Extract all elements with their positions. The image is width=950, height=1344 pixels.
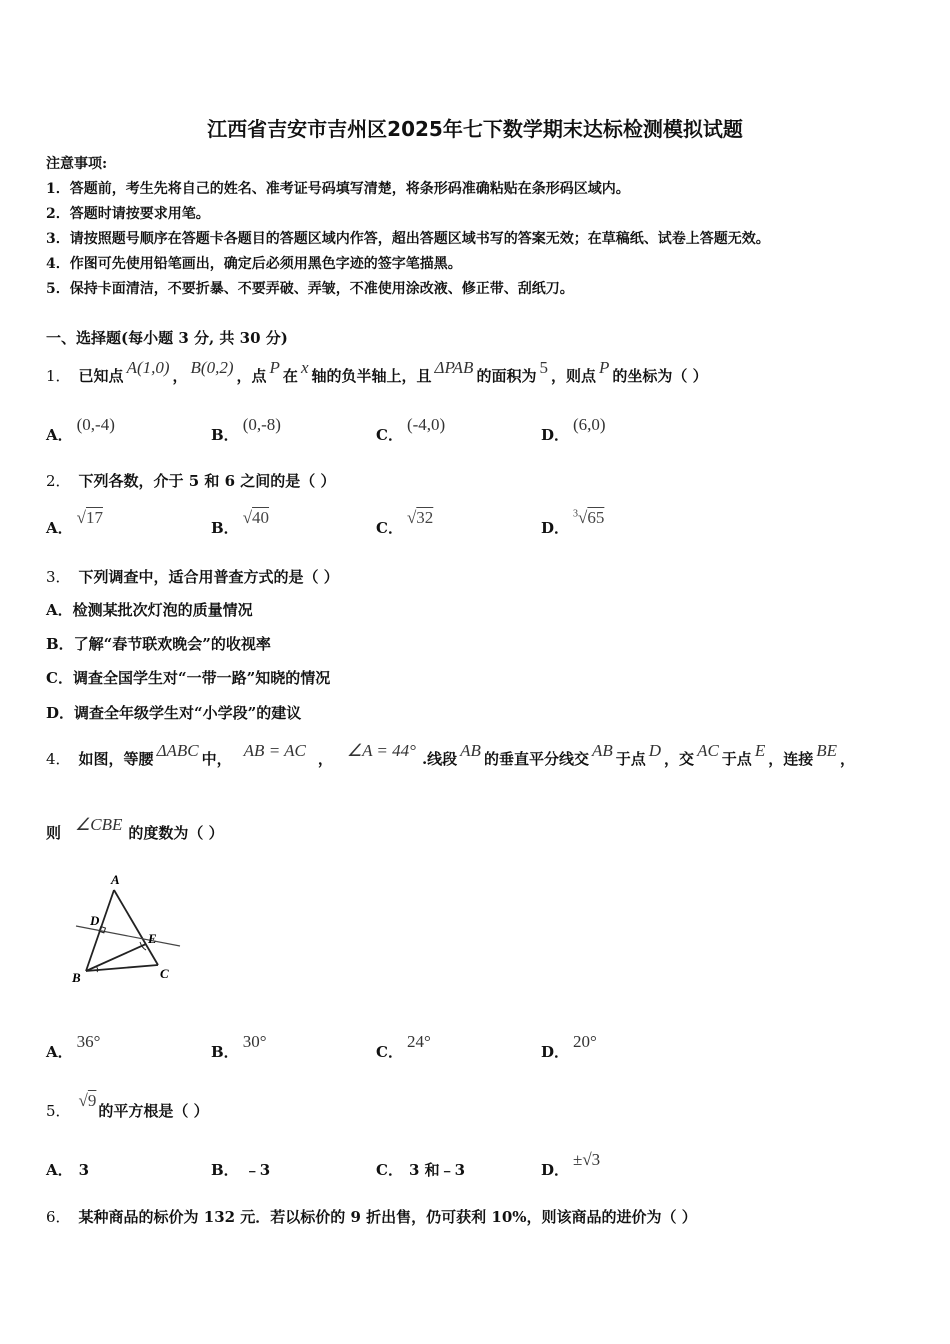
option-b[interactable]: B．了解“春节联欢晚会”的收视率	[46, 635, 271, 653]
question-number: 5．	[46, 1102, 71, 1120]
question-text: 于点	[721, 750, 752, 768]
question-4-line-2	[46, 815, 224, 843]
option-label: B．	[211, 519, 239, 537]
option-d[interactable]	[541, 1150, 601, 1180]
option-value: (-4,0)	[406, 415, 446, 434]
option-c[interactable]: C．调查全国学生对“一带一路”知晓的情况	[46, 669, 331, 687]
option-value: 24°	[406, 1032, 431, 1051]
option-b[interactable]	[211, 508, 270, 538]
option-label: C．	[376, 519, 403, 537]
question-4	[46, 741, 856, 769]
section-heading: 一、选择题(每小题 3 分, 共 30 分)	[46, 329, 288, 347]
option-d[interactable]: D．调查全年级学生对“小学段”的建议	[46, 704, 302, 722]
math-angle: ∠A = 44°	[346, 741, 416, 760]
option-value: ﹣3	[244, 1161, 271, 1179]
question-text: 下列各数，介于 5 和 6 之间的是（ ）	[78, 472, 336, 490]
math-segment: AB	[460, 741, 481, 760]
option-label: D．	[541, 519, 570, 537]
question-text: 某种商品的标价为 132 元．若以标价的 9 折出售，仍可获利 10%，则该商品的进价为（ ）	[78, 1208, 697, 1226]
option-label: D．	[541, 426, 570, 444]
option-a[interactable]	[46, 1032, 101, 1062]
option-b[interactable]	[211, 1032, 267, 1062]
question-text: 的面积为	[476, 367, 537, 385]
question-text: 已知点	[78, 367, 124, 385]
option-c[interactable]	[376, 1032, 431, 1062]
question-number: 2．	[46, 472, 71, 490]
math-triangle: ΔABC	[156, 741, 199, 760]
option-a[interactable]	[46, 1159, 89, 1180]
question-text: 于点	[615, 750, 646, 768]
angle-arc	[96, 966, 98, 972]
page-title: 江西省吉安市吉州区2025年七下数学期末达标检测模拟试题	[207, 117, 743, 141]
question-text: 的平方根是（ ）	[98, 1102, 209, 1120]
question-text: 中，	[201, 750, 232, 768]
triangle-figure	[66, 868, 196, 988]
option-label: A．	[46, 1043, 73, 1061]
math-var: P	[269, 358, 280, 377]
label-a: A	[111, 872, 120, 887]
option-label: D．	[541, 1043, 570, 1061]
option-d[interactable]	[541, 1032, 597, 1062]
math-number: 5	[539, 358, 548, 377]
option-value: 3	[78, 1161, 90, 1179]
sqrt-value: √40	[242, 508, 270, 527]
math-angle: ∠CBE	[75, 815, 123, 834]
option-value: 30°	[242, 1032, 267, 1051]
question-number: 3．	[46, 568, 71, 586]
notice-item: 1．答题前，考生先将自己的姓名、准考证号码填写清楚，将条形码准确粘贴在条形码区域内。	[46, 181, 630, 197]
question-text: 的垂直平分线交	[483, 750, 589, 768]
question-text: ，	[172, 367, 188, 385]
option-label: B．	[211, 1043, 239, 1061]
option-label: A．	[46, 1161, 73, 1179]
right-angle-mark	[99, 926, 105, 932]
question-6	[46, 1206, 697, 1227]
question-3	[46, 566, 339, 587]
label-e: E	[148, 931, 157, 946]
question-text: ，点	[236, 367, 267, 385]
option-value: 3 和﹣3	[408, 1161, 466, 1179]
option-c[interactable]	[376, 415, 446, 445]
notice-item: 2．答题时请按要求用笔。	[46, 206, 210, 222]
radicand: 40	[252, 508, 270, 527]
question-text: 如图，等腰	[78, 750, 154, 768]
option-d[interactable]	[541, 508, 605, 538]
math-point-b: B(0,2)	[190, 358, 234, 377]
option-d[interactable]	[541, 415, 606, 445]
option-label: D．	[541, 1161, 570, 1179]
question-text: ，交	[664, 750, 695, 768]
math-var: E	[754, 741, 766, 760]
perpendicular-bisector	[76, 926, 180, 946]
question-text: ，连接	[768, 750, 814, 768]
question-text: ，	[317, 750, 333, 768]
option-a[interactable]	[46, 415, 115, 445]
option-b[interactable]	[211, 415, 281, 445]
option-a[interactable]: A．检测某批次灯泡的质量情况	[46, 601, 253, 619]
option-b[interactable]	[211, 1159, 270, 1180]
question-text: .线段	[421, 750, 458, 768]
option-label: B．	[211, 1161, 239, 1179]
notice-heading: 注意事项:	[46, 156, 108, 172]
question-text: 则	[46, 824, 62, 842]
option-a[interactable]	[46, 508, 103, 538]
question-5	[46, 1091, 209, 1121]
option-label: C．	[376, 426, 403, 444]
option-label: A．	[46, 519, 73, 537]
math-equation: AB = AC	[243, 741, 306, 760]
math-triangle: ΔPAB	[434, 358, 474, 377]
radicand: 32	[416, 508, 434, 527]
option-value: ±√3	[573, 1150, 601, 1169]
question-text: 下列调查中，适合用普查方式的是（ ）	[78, 568, 339, 586]
label-b: B	[72, 970, 81, 985]
notice-item: 4．作图可先使用铅笔画出，确定后必须用黑色字迹的签字笔描黑。	[46, 256, 462, 272]
sqrt-value: √9	[78, 1091, 97, 1110]
question-number: 4．	[46, 750, 71, 768]
question-text: ，	[840, 750, 856, 768]
option-value: 36°	[76, 1032, 101, 1051]
math-segment: BE	[816, 741, 837, 760]
question-text: 的坐标为（ ）	[612, 367, 708, 385]
question-text: 在	[282, 367, 298, 385]
option-value: (0,-4)	[76, 415, 115, 434]
option-label: A．	[46, 426, 73, 444]
math-segment: AB	[591, 741, 613, 760]
question-text: 的度数为（ ）	[128, 824, 224, 842]
question-text: 轴的负半轴上，且	[311, 367, 432, 385]
radicand: 9	[87, 1091, 97, 1110]
sqrt-value: √32	[406, 508, 434, 527]
question-number: 1．	[46, 367, 71, 385]
question-number: 6．	[46, 1208, 71, 1226]
label-d: D	[90, 913, 100, 928]
option-value: (6,0)	[573, 415, 606, 434]
option-c[interactable]	[376, 1159, 465, 1180]
question-1	[46, 358, 708, 386]
math-var: D	[648, 741, 662, 760]
notice-item: 3．请按照题号顺序在答题卡各题目的答题区域内作答，超出答题区域书写的答案无效；在草稿纸、试卷上答题无效。	[46, 231, 770, 247]
cbrt-value: $^3$√65	[573, 508, 605, 527]
math-var: x	[300, 358, 309, 377]
option-label: C．	[376, 1161, 403, 1179]
radicand: 65	[587, 508, 605, 527]
sqrt-value: √17	[76, 508, 103, 527]
math-segment: AC	[697, 741, 719, 760]
root-index: 3	[573, 508, 579, 520]
math-point-a: A(1,0)	[126, 358, 170, 377]
option-c[interactable]	[376, 508, 434, 538]
option-label: B．	[211, 426, 239, 444]
math-var: P	[598, 358, 610, 377]
option-value: (0,-8)	[242, 415, 281, 434]
segment-ac	[114, 890, 158, 965]
notice-item: 5．保持卡面清洁，不要折暴、不要弄破、弄皱，不准使用涂改液、修正带、刮纸刀。	[46, 281, 574, 297]
option-value: 20°	[573, 1032, 597, 1051]
question-text: ，则点	[550, 367, 596, 385]
label-c: C	[160, 966, 169, 981]
radicand: 17	[85, 508, 103, 527]
question-2	[46, 470, 336, 491]
option-label: C．	[376, 1043, 403, 1061]
